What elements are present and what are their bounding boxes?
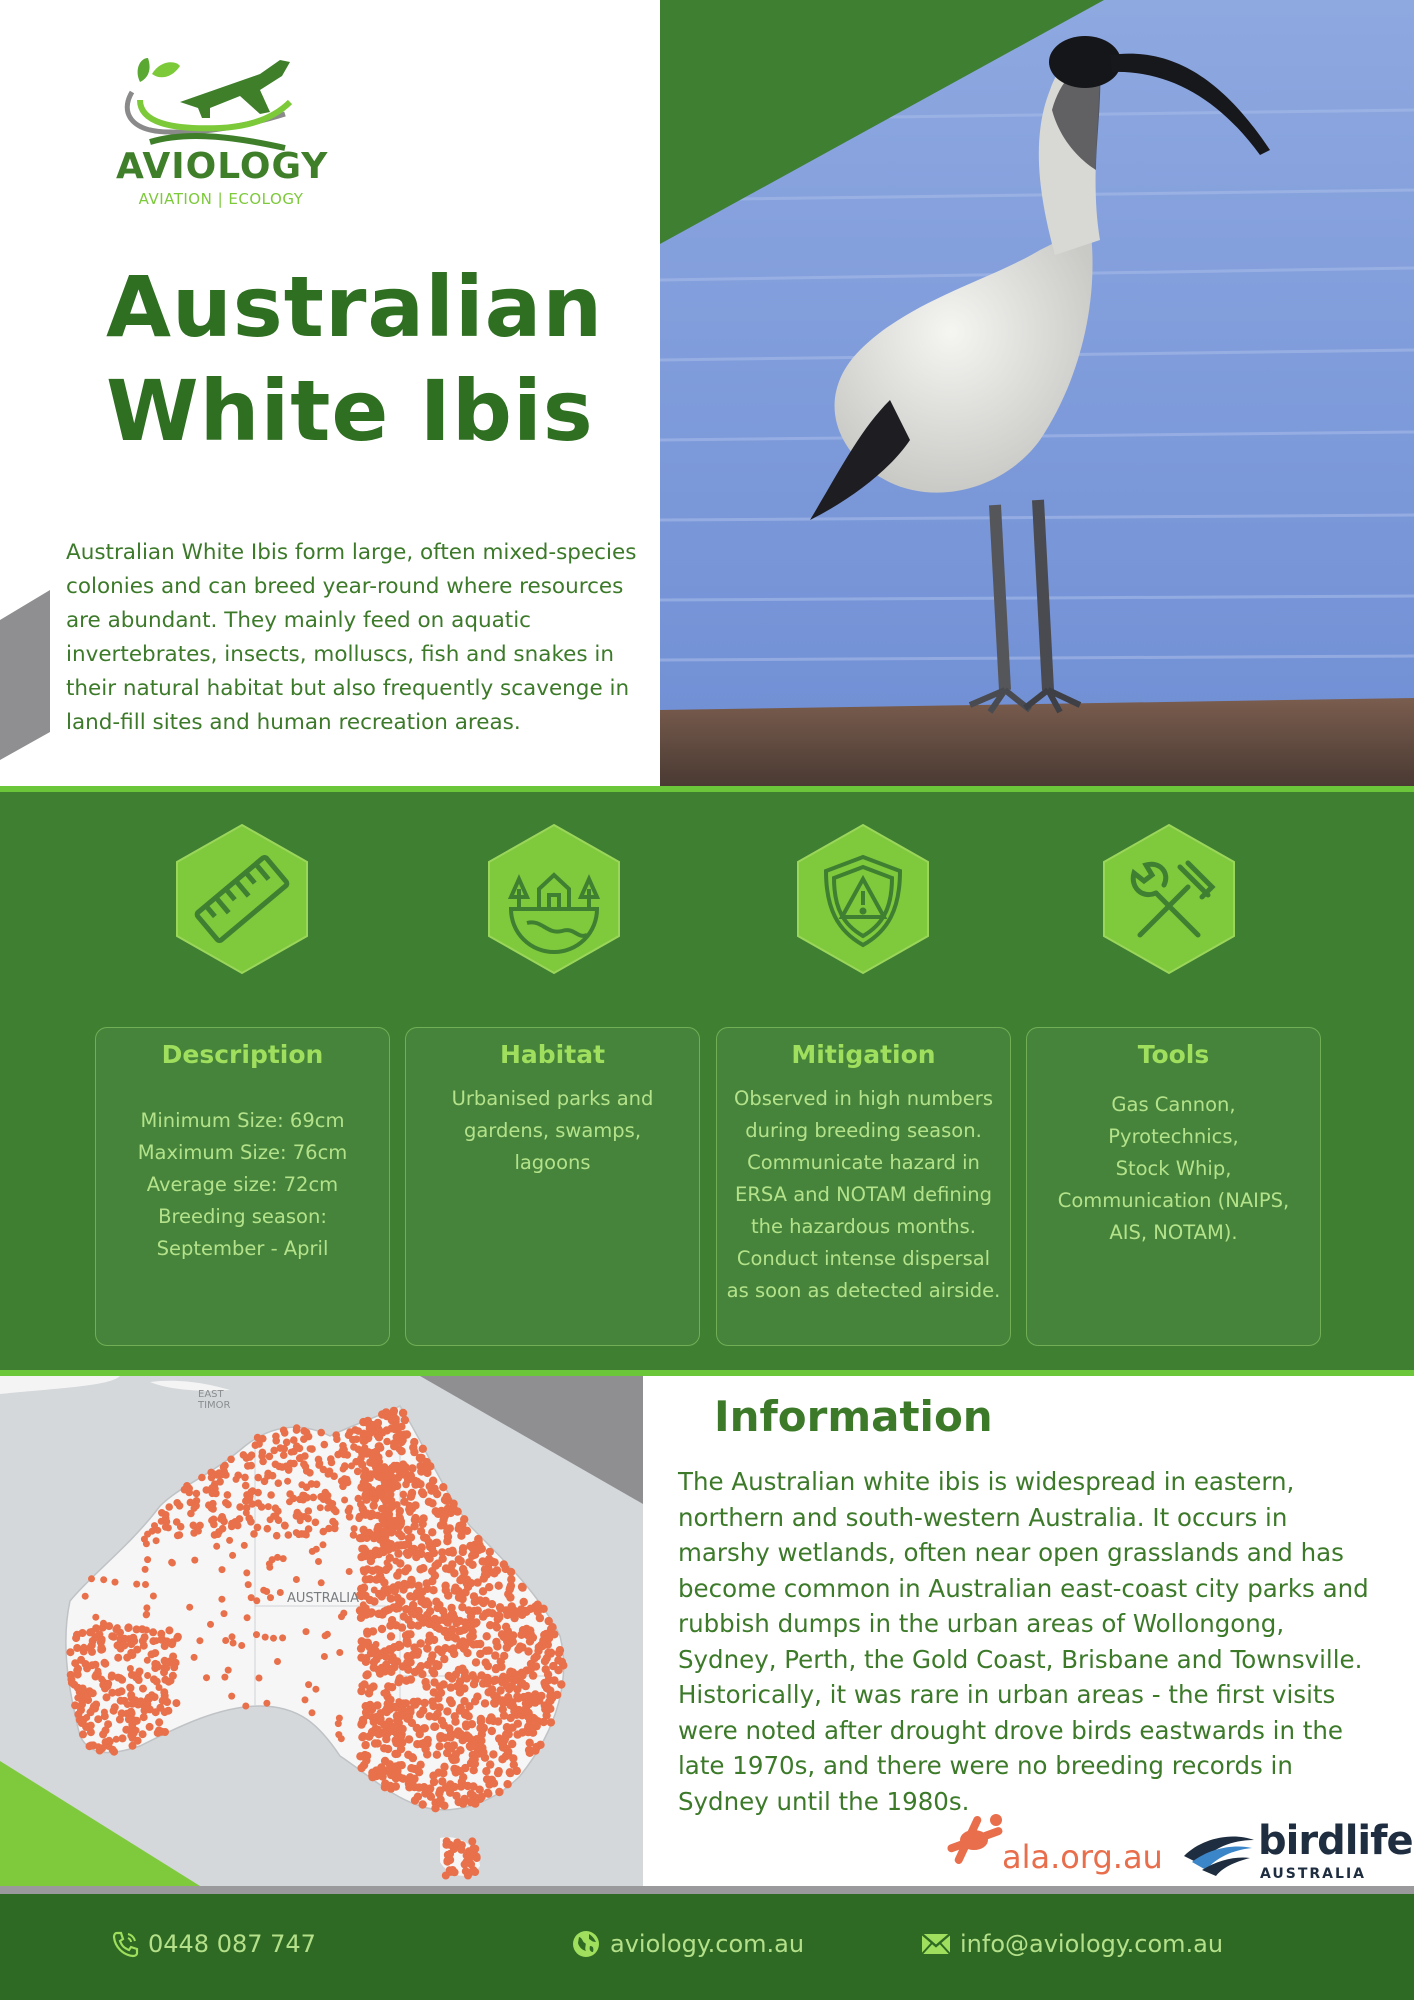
card-line: Gas Cannon, — [1111, 1093, 1236, 1116]
phone-number: 0448 087 747 — [148, 1930, 316, 1958]
warning-shield-icon — [796, 823, 930, 975]
brand-name: AVIOLOGY — [116, 146, 329, 187]
card-line: Communication (NAIPS, — [1057, 1189, 1290, 1212]
card-line: Minimum Size: 69cm — [140, 1109, 345, 1132]
card-line: Urbanised parks and — [451, 1087, 654, 1110]
card-tools — [1026, 1027, 1321, 1346]
card-line: Communicate hazard in — [747, 1151, 980, 1174]
tools-icon — [1102, 823, 1236, 975]
ala-link[interactable]: ala.org.au — [1002, 1838, 1163, 1876]
birdlife-name: birdlife — [1258, 1818, 1413, 1864]
decorative-gray-triangle — [0, 590, 50, 760]
mail-icon — [920, 1931, 952, 1957]
card-mitigation — [716, 1027, 1011, 1346]
card-line: gardens, swamps, — [463, 1119, 642, 1142]
card-title: Mitigation — [791, 1040, 936, 1069]
card-line: Average size: 72cm — [146, 1173, 339, 1196]
information-body: The Australian white ibis is widespread in eastern, northern and south-western Australia. It occurs in marshy wetlands, often near open grasslands and has become common in Australian east-coast city parks and rubbish dumps in the urban areas of Wollongong, Sydney, Perth, the Gold Coast, Brisbane and Townsville. Historically, it was rare in urban areas - the first visits were noted after drought drove birds eastwards in the late 1970s, and there were no breeding records in Sydney until the 1980s. — [678, 1467, 1369, 1816]
aviology-logo — [110, 52, 330, 212]
page-title — [106, 255, 646, 463]
footer-phone[interactable] — [110, 1924, 316, 1964]
card-line: ERSA and NOTAM defining — [735, 1183, 992, 1206]
card-line: the hazardous months. — [750, 1215, 977, 1238]
title-line-2: White Ibis — [106, 362, 594, 460]
brand-tagline: AVIATION | ECOLOGY — [138, 190, 304, 208]
card-line: lagoons — [514, 1151, 591, 1174]
card-line: Breeding season: — [158, 1205, 327, 1228]
card-body — [1027, 1089, 1320, 1249]
website-link: aviology.com.au — [610, 1930, 805, 1958]
card-line: during breeding season. — [745, 1119, 982, 1142]
card-line: AIS, NOTAM). — [1109, 1221, 1238, 1244]
card-description — [95, 1027, 390, 1346]
intro-paragraph: Australian White Ibis form large, often mixed-species colonies and can breed year-round where resources are abundant. They mainly feed on aquatic invertebrates, insects, molluscs, fish and snakes in their natural habitat but also frequently scavenge in land-fill sites and human recreation areas. — [66, 540, 637, 735]
title-line-1: Australian — [106, 258, 604, 356]
ibis-photo — [660, 0, 1414, 786]
card-habitat — [405, 1027, 700, 1346]
information-title: Information — [714, 1392, 993, 1441]
card-line: Conduct intense dispersal — [736, 1247, 991, 1270]
card-line: as soon as detected airside. — [726, 1279, 1001, 1302]
card-line: Stock Whip, — [1115, 1157, 1232, 1180]
email-link: info@aviology.com.au — [960, 1930, 1224, 1958]
card-body — [406, 1083, 699, 1179]
card-title: Tools — [1137, 1040, 1210, 1069]
footer-divider — [0, 1886, 1414, 1894]
map-label-east: EAST — [198, 1389, 224, 1400]
map-label-australia: AUSTRALIA — [287, 1591, 359, 1606]
card-line: September - April — [156, 1237, 329, 1260]
map-label-timor: TIMOR — [198, 1400, 231, 1411]
card-title: Description — [161, 1040, 324, 1069]
ruler-icon — [175, 823, 309, 975]
distribution-map — [0, 1376, 643, 1886]
footer-email[interactable] — [920, 1924, 1223, 1964]
footer-website[interactable] — [570, 1924, 804, 1964]
birdlife-sub: AUSTRALIA — [1260, 1866, 1366, 1882]
globe-icon — [570, 1928, 602, 1960]
card-body — [96, 1105, 389, 1265]
habitat-globe-icon — [487, 823, 621, 975]
card-title: Habitat — [499, 1040, 606, 1069]
card-line: Pyrotechnics, — [1108, 1125, 1239, 1148]
phone-icon — [110, 1929, 140, 1959]
card-line: Maximum Size: 76cm — [137, 1141, 348, 1164]
card-body — [717, 1083, 1010, 1307]
card-line: Observed in high numbers — [734, 1087, 993, 1110]
